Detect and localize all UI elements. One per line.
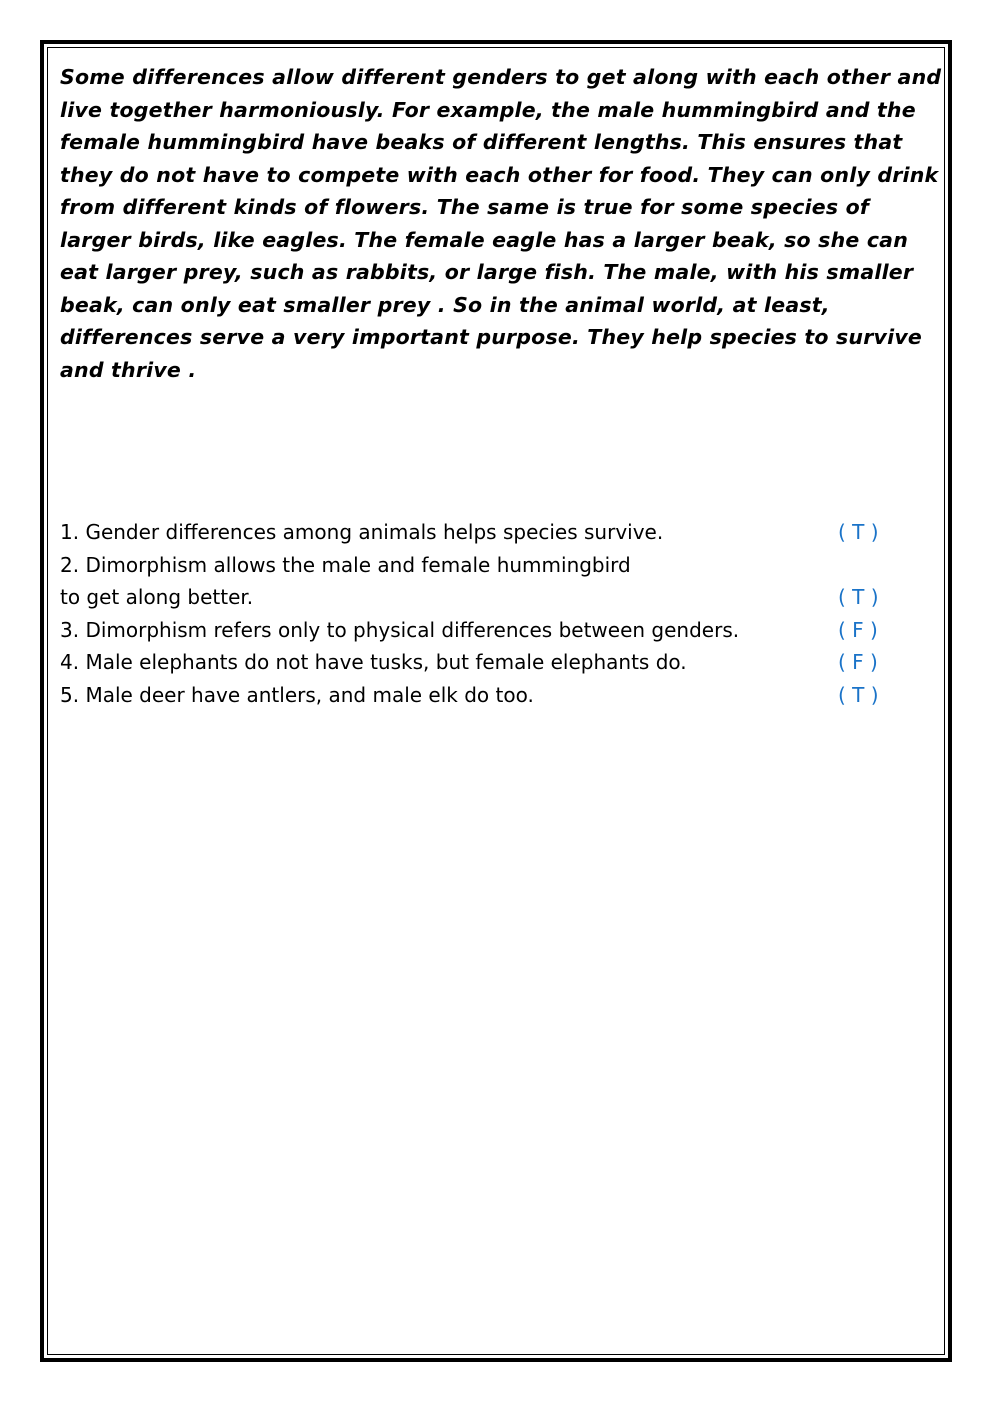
question-text: 1. Gender differences among animals helps species survive. bbox=[60, 520, 664, 544]
passage-line: beak, can only eat smaller prey . So in the animal world, at least, bbox=[60, 292, 830, 317]
question-answer: ( F ) bbox=[838, 617, 878, 642]
passage-line: they do not have to compete with each other for food. They can only drink bbox=[60, 162, 939, 187]
question-text: to get along better. bbox=[60, 585, 254, 609]
question-text: 2. Dimorphism allows the male and female hummingbird bbox=[60, 552, 631, 577]
passage-line: female hummingbird have beaks of different lengths. This ensures that bbox=[60, 130, 903, 154]
passage-line: live together harmoniously. For example, the male hummingbird and the bbox=[60, 97, 916, 122]
question-text: 3. Dimorphism refers only to physical differences between genders. bbox=[60, 617, 740, 642]
question-answer: ( T ) bbox=[838, 520, 879, 544]
passage-line: Some differences allow different genders to get along with each other and bbox=[60, 65, 942, 89]
question-text: 5. Male deer have antlers, and male elk do too. bbox=[60, 682, 534, 707]
passage-line: and thrive . bbox=[60, 357, 197, 382]
question-answer: ( T ) bbox=[838, 682, 879, 707]
question-item bbox=[60, 646, 900, 679]
reading-passage bbox=[60, 61, 940, 386]
question-item bbox=[60, 614, 900, 647]
true-false-questions bbox=[60, 516, 900, 711]
question-text: 4. Male elephants do not have tusks, but female elephants do. bbox=[60, 650, 687, 674]
question-answer: ( T ) bbox=[838, 585, 879, 609]
question-item bbox=[60, 549, 900, 582]
question-item bbox=[60, 679, 900, 712]
question-answer: ( F ) bbox=[838, 650, 878, 674]
passage-line: eat larger prey, such as rabbits, or large fish. The male, with his smaller bbox=[60, 260, 914, 284]
passage-line: differences serve a very important purpose. They help species to survive bbox=[60, 325, 922, 349]
question-item bbox=[60, 581, 900, 614]
passage-line: from different kinds of flowers. The same is true for some species of bbox=[60, 195, 870, 219]
question-item bbox=[60, 516, 900, 549]
passage-line: larger birds, like eagles. The female eagle has a larger beak, so she can bbox=[60, 227, 908, 252]
